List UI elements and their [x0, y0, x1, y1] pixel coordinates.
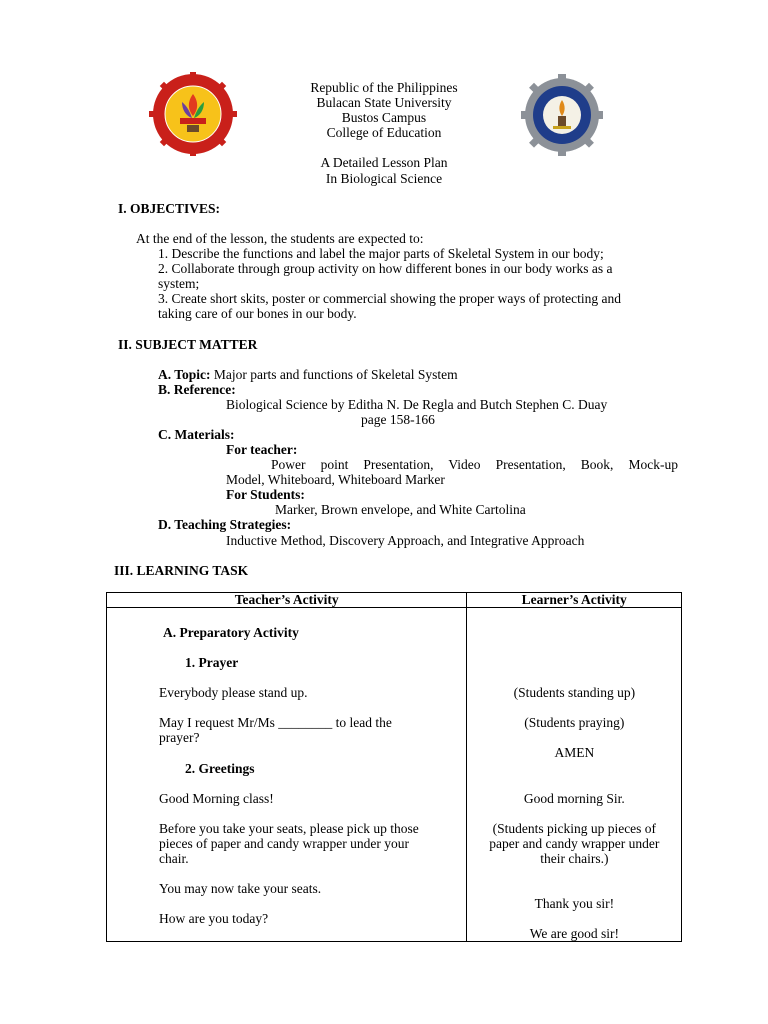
- objective-item: 1. Describe the functions and label the major parts of Skeletal System in our body;: [158, 246, 604, 261]
- teacher-line: How are you today?: [159, 911, 269, 926]
- learner-activity-header: Learner’s Activity: [521, 592, 627, 607]
- subject-matter-heading: II. SUBJECT MATTER: [118, 337, 258, 352]
- learner-line: Thank you sir!: [534, 896, 615, 911]
- strategies-value: Inductive Method, Discovery Approach, and Integrative Approach: [226, 533, 585, 548]
- teacher-line: Before you take your seats, please pick up those: [159, 821, 419, 836]
- reference-label: B. Reference:: [158, 382, 236, 397]
- bulsu-logo: [144, 72, 242, 156]
- strategies-label: D. Teaching Strategies:: [158, 517, 292, 532]
- teacher-line: pieces of paper and candy wrapper under your: [159, 836, 410, 851]
- for-teacher-label: For teacher:: [226, 442, 298, 457]
- learner-line: We are good sir!: [529, 926, 619, 941]
- teacher-activity-cell: [107, 608, 467, 942]
- document-subtitle: In Biological Science: [325, 171, 443, 186]
- objective-item: taking care of our bones in our body.: [158, 306, 357, 321]
- header-line: Bustos Campus: [341, 110, 427, 125]
- prayer-heading: 1. Prayer: [185, 655, 239, 670]
- header-line: Bulacan State University: [316, 95, 452, 110]
- objective-item: 2. Collaborate through group activity on how different bones in our body works as a: [158, 261, 613, 276]
- greetings-heading: 2. Greetings: [185, 761, 255, 776]
- teacher-line: Good Morning class!: [159, 791, 274, 806]
- column-header-learner: [467, 593, 682, 608]
- document-title: A Detailed Lesson Plan: [320, 155, 448, 170]
- teacher-line: Everybody please stand up.: [159, 685, 308, 700]
- learner-line: Good morning Sir.: [523, 791, 625, 806]
- learner-line: their chairs.): [540, 851, 609, 866]
- reference-value: Biological Science by Editha N. De Regla and Butch Stephen C. Duay: [226, 397, 608, 412]
- learner-line: paper and candy wrapper under: [489, 836, 660, 851]
- column-header-teacher: [107, 593, 467, 608]
- learning-task-table: [106, 592, 682, 942]
- reference-page: page 158-166: [361, 412, 435, 427]
- objectives-heading: I. OBJECTIVES:: [118, 201, 221, 216]
- for-students-label: For Students:: [226, 487, 305, 502]
- header-line: College of Education: [326, 125, 442, 140]
- header-line: Republic of the Philippines: [310, 80, 458, 95]
- teacher-activity-header: Teacher’s Activity: [234, 592, 339, 607]
- objective-item: 3. Create short skits, poster or commercial showing the proper ways of protecting and: [158, 291, 622, 306]
- topic-value: Major parts and functions of Skeletal System: [210, 367, 458, 382]
- materials-label: C. Materials:: [158, 427, 235, 442]
- learner-line: AMEN: [554, 745, 595, 760]
- learning-task-heading: III. LEARNING TASK: [114, 563, 249, 578]
- preparatory-activity: A. Preparatory Activity: [163, 625, 299, 640]
- teacher-line: chair.: [159, 851, 189, 866]
- topic-label: A. Topic:: [158, 367, 211, 382]
- for-teacher-value: Power point Presentation, Video Presentation, Book, Mock-up: [271, 457, 678, 472]
- teacher-line: You may now take your seats.: [159, 881, 322, 896]
- objective-item: system;: [158, 276, 200, 291]
- learner-line: (Students praying): [524, 715, 625, 730]
- for-students-value: Marker, Brown envelope, and White Cartolina: [275, 502, 526, 517]
- teacher-line: prayer?: [159, 730, 200, 745]
- teacher-line: May I request Mr/Ms ________ to lead the: [159, 715, 392, 730]
- learner-line: (Students picking up pieces of: [492, 821, 657, 836]
- objectives-intro: At the end of the lesson, the students are expected to:: [136, 231, 424, 246]
- learner-activity-cell: [467, 608, 682, 942]
- for-teacher-value: Model, Whiteboard, Whiteboard Marker: [226, 472, 445, 487]
- learner-line: (Students standing up): [513, 685, 636, 700]
- topic-row: [158, 367, 458, 382]
